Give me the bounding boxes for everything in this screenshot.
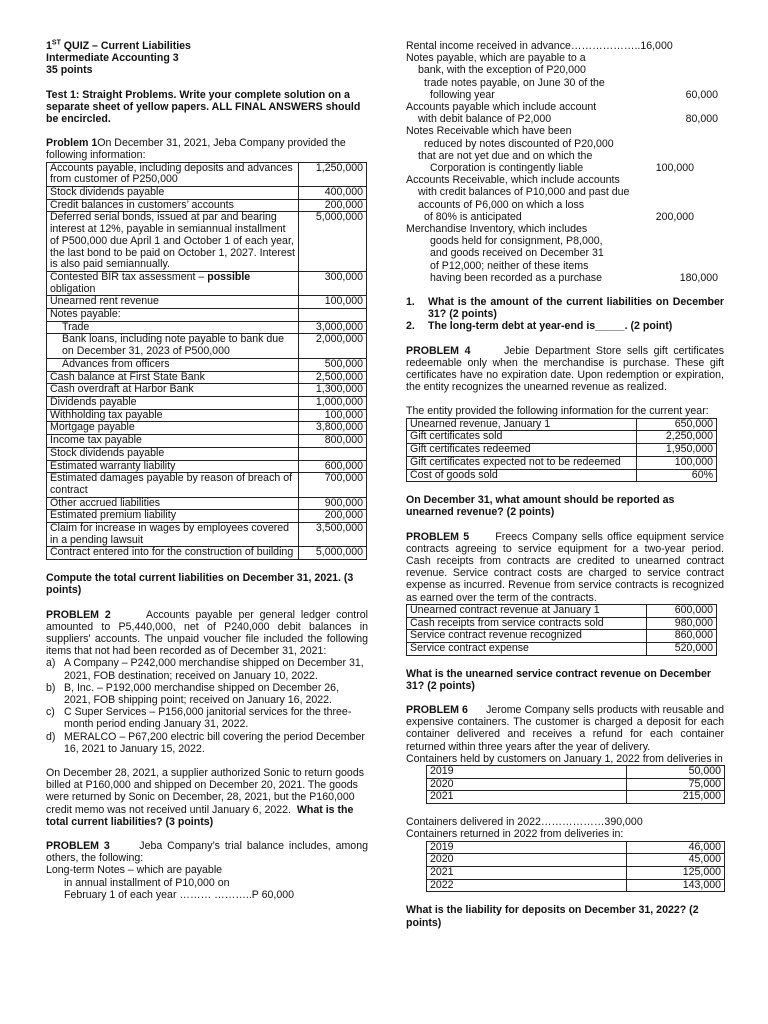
problem3-questions <box>406 296 724 333</box>
cell-item: Contract entered into for the construction of building <box>47 547 299 560</box>
problem2-intro: PROBLEM 2 Accounts payable per general ledger control amounted to P5,440,000, net of P240,000 debit balances in suppliers’ accounts. The unpaid voucher file included the following items that not had been recorded as of December 31, 2021: <box>46 608 368 658</box>
ar-line-3: accounts of P6,000 on which a loss <box>418 198 585 211</box>
rental-income-line: Rental income received in advance………………..16,000 <box>406 40 673 52</box>
problem4-question: On December 31, what amount should be reported as unearned revenue? (2 points) <box>406 494 675 519</box>
problem5-question: What is the unearned service contract revenue on December 31? (2 points) <box>406 667 711 692</box>
table-row <box>47 271 367 295</box>
containers-returned-table <box>426 841 725 893</box>
course-title: Intermediate Accounting 3 <box>46 52 179 65</box>
np-line-3: trade notes payable, on June 30 of the <box>424 76 605 89</box>
cell-amount: 1,300,000 <box>299 384 367 397</box>
cell-amount: 400,000 <box>299 187 367 200</box>
nr-line-3: that are not yet due and on which the <box>418 149 593 162</box>
cell-amount: 60% <box>637 469 717 482</box>
table-row <box>47 396 367 409</box>
list-item: c) C Super Services – P156,000 janitorial services for the three-month period ending January 31, 2022. <box>46 706 352 731</box>
ap-amount: 80,000 <box>685 113 718 126</box>
table-row <box>47 497 367 510</box>
cell-item: Advances from officers <box>47 358 299 371</box>
cell-item: Estimated warranty liability <box>47 460 299 473</box>
table-row <box>407 456 717 469</box>
cell-amount: 3,800,000 <box>299 422 367 435</box>
cell-amount: 125,000 <box>627 866 725 879</box>
mi-line-1: Merchandise Inventory, which includes <box>406 223 588 236</box>
problem6-intro: PROBLEM 6 Jerome Company sells products with reusable and expensive containers. The customer is charged a deposit for each container delivered and receives a refund for each container returned within three years after the year of delivery. <box>406 704 724 753</box>
containers-delivered: Containers delivered in 2022………………390,000 <box>406 816 643 829</box>
ap-line-2: with debit balance of P2,000 80,000 <box>406 113 724 125</box>
cell-item: 2020 <box>427 778 627 791</box>
ltn-line-3: February 1 of each year ……… ………..P 60,000 <box>64 888 295 901</box>
table-row <box>47 384 367 397</box>
problem4-intro: PROBLEM 4 Jebie Department Store sells gift certificates redeemable only when the merchandise is purchase. These gift certificates have no expiration date. Upon redemption or expiration, the entity recognizes the unearned revenue as realized. <box>406 344 724 394</box>
cell-amount: 600,000 <box>647 604 717 617</box>
table-row <box>427 791 725 804</box>
cell-item: Gift certificates sold <box>407 431 637 444</box>
problem4-table <box>406 418 717 483</box>
table-row <box>407 642 717 655</box>
table-row <box>407 418 717 431</box>
cell-item: Estimated premium liability <box>47 510 299 523</box>
cell-item: 2020 <box>427 854 627 867</box>
cell-amount: 1,250,000 <box>299 162 367 186</box>
quiz-title: 1ST QUIZ – Current Liabilities <box>46 39 191 52</box>
cell-item: Unearned contract revenue at January 1 <box>407 604 647 617</box>
table-row <box>47 447 367 460</box>
total-points: 35 points <box>46 64 93 77</box>
mi-line-3: and goods received on December 31 <box>430 247 604 260</box>
cell-amount: 2,000,000 <box>299 334 367 358</box>
table-row <box>407 617 717 630</box>
cell-item: Stock dividends payable <box>47 447 299 460</box>
problem3-label: PROBLEM 3 <box>46 839 110 852</box>
cell-amount: 600,000 <box>299 460 367 473</box>
cell-item: Trade <box>47 321 299 334</box>
cell-amount: 700,000 <box>299 473 367 497</box>
problem5-label: PROBLEM 5 <box>406 530 470 543</box>
table-row <box>47 473 367 497</box>
cell-item: Estimated damages payable by reason of breach of contract <box>47 473 299 497</box>
problem3-intro: PROBLEM 3 Jeba Company’s trial balance includes, among others, the following: <box>46 839 368 865</box>
table-row <box>407 444 717 457</box>
table-row <box>427 766 725 779</box>
cell-amount: 900,000 <box>299 497 367 510</box>
problem4-label: PROBLEM 4 <box>406 344 471 357</box>
containers-held-label: Containers held by customers on January 1, 2022 from deliveries in <box>406 752 723 765</box>
cell-amount: 1,950,000 <box>637 444 717 457</box>
cell-item: 2022 <box>427 879 627 892</box>
left-column <box>46 40 368 901</box>
problem6-label: PROBLEM 6 <box>406 704 468 717</box>
problem4-intro2: The entity provided the following information for the current year: <box>406 405 709 418</box>
question-item: 1. What is the amount of the current liabilities on December 31? (2 points) <box>406 296 724 321</box>
problem6-question: What is the liability for deposits on December 31, 2022? (2 points) <box>406 904 699 929</box>
ltn-line-1: Long-term Notes – which are payable <box>46 864 223 877</box>
cell-amount: 215,000 <box>627 791 725 804</box>
ap-line-1: Accounts payable which include account <box>406 101 597 114</box>
table-row <box>47 187 367 200</box>
nr-line-1: Notes Receivable which have been <box>406 125 572 138</box>
question-item: 2. The long-term debt at year-end is_____. (2 point) <box>406 320 673 333</box>
table-row <box>47 199 367 212</box>
cell-amount: 300,000 <box>299 271 367 295</box>
cell-amount: 520,000 <box>647 642 717 655</box>
nr-line-4: Corporation is contingently liable 100,000 <box>406 162 724 174</box>
cell-item: Service contract expense <box>407 642 647 655</box>
cell-amount <box>299 447 367 460</box>
cell-item: Dividends payable <box>47 396 299 409</box>
problem5-table <box>406 604 717 656</box>
cell-item: Unearned rent revenue <box>47 296 299 309</box>
problem2-question: What is the total current liabilities? (3 points) <box>46 803 354 828</box>
table-row <box>47 321 367 334</box>
table-row <box>47 422 367 435</box>
cell-amount: 980,000 <box>647 617 717 630</box>
cell-item: Credit balances in customers’ accounts <box>47 199 299 212</box>
problem1-table <box>46 162 367 561</box>
ar-line-1: Accounts Receivable, which include accounts <box>406 174 620 187</box>
cell-amount: 100,000 <box>637 456 717 469</box>
list-item: b) B, Inc. – P192,000 merchandise shipped on December 26, 2021, FOB shipping point; received on January 16, 2022. <box>46 681 340 706</box>
cell-amount: 500,000 <box>299 358 367 371</box>
cell-amount: 45,000 <box>627 854 725 867</box>
problem2-label: PROBLEM 2 <box>46 608 111 621</box>
cell-item: Cost of goods sold <box>407 469 637 482</box>
table-row <box>47 296 367 309</box>
nr-line-2: reduced by notes discounted of P20,000 <box>424 137 614 150</box>
ar-amount: 200,000 <box>655 210 694 223</box>
cell-amount: 3,000,000 <box>299 321 367 334</box>
table-row <box>47 162 367 186</box>
cell-item: 2021 <box>427 866 627 879</box>
table-row <box>407 604 717 617</box>
table-row <box>407 469 717 482</box>
cell-item: Cash overdraft at Harbor Bank <box>47 384 299 397</box>
problem2-items <box>46 657 368 755</box>
problem1-intro: Problem 1On December 31, 2021, Jeba Company provided the following information: <box>46 137 346 162</box>
problem2-paragraph: On December 28, 2021, a supplier authorized Sonic to return goods billed at P160,000 and shipped on December 20, 2021. The goods were returned by Sonic on December, 28, 2021, but the P160,000 credit memo was not received until January 6, 2022. What is the total current liabilities? (3 points) <box>46 766 365 828</box>
problem5-intro: PROBLEM 5 Freecs Company sells office equipment service contracts agreeing to service equipment for a two-year period. Cash receipts from contracts are credited to unearned contract revenue. Service contract costs are charged to service contract expense as incurred. Revenue from service contracts is recognized as earned over the term of the contracts. <box>406 530 724 604</box>
table-row <box>427 866 725 879</box>
cell-item: Claim for increase in wages by employees covered in a pending lawsuit <box>47 523 299 547</box>
table-row <box>47 510 367 523</box>
cell-item: Withholding tax payable <box>47 409 299 422</box>
table-row <box>407 431 717 444</box>
list-item: d) MERALCO – P67,200 electric bill covering the period December 16, 2021 to January 15, 2022. <box>46 730 365 755</box>
mi-amount: 180,000 <box>679 271 718 284</box>
cell-amount <box>299 309 367 322</box>
np-line-2: bank, with the exception of P20,000 <box>418 64 586 77</box>
table-row <box>427 879 725 892</box>
table-row <box>47 212 367 272</box>
mi-line-2: goods held for consignment, P8,000, <box>430 235 603 248</box>
cell-item: Unearned revenue, January 1 <box>407 418 637 431</box>
cell-amount: 1,000,000 <box>299 396 367 409</box>
cell-item: 2019 <box>427 766 627 779</box>
cell-item: Mortgage payable <box>47 422 299 435</box>
table-row <box>427 778 725 791</box>
ar-line-2: with credit balances of P10,000 and past due <box>418 186 630 199</box>
table-row <box>427 854 725 867</box>
cell-amount: 860,000 <box>647 630 717 643</box>
cell-item: 2021 <box>427 791 627 804</box>
table-row <box>47 547 367 560</box>
cell-item: Income tax payable <box>47 435 299 448</box>
cell-item: Deferred serial bonds, issued at par and bearing interest at 12%, payable in semiannual installment of P500,000 due April 1 and October 1 of each year, the last bond to be paid on October 1, 2027. Interest is also paid semiannually. <box>47 212 299 272</box>
containers-held-table <box>426 765 725 804</box>
cell-amount: 800,000 <box>299 435 367 448</box>
cell-item: Accounts payable, including deposits and advances from customer of P250,000 <box>47 162 299 186</box>
cell-item: Gift certificates expected not to be redeemed <box>407 456 637 469</box>
cell-amount: 2,500,000 <box>299 371 367 384</box>
cell-item: Cash receipts from service contracts sold <box>407 617 647 630</box>
table-row <box>47 358 367 371</box>
cell-amount: 200,000 <box>299 199 367 212</box>
problem1-question: Compute the total current liabilities on December 31, 2021. (3 points) <box>46 572 354 597</box>
cell-amount: 100,000 <box>299 409 367 422</box>
cell-amount: 3,500,000 <box>299 523 367 547</box>
cell-item: Bank loans, including note payable to bank due on December 31, 2023 of P500,000 <box>47 334 299 358</box>
mi-line-5: having been recorded as a purchase 180,000 <box>406 272 724 284</box>
cell-item: Service contract revenue recognized <box>407 630 647 643</box>
table-row <box>47 371 367 384</box>
cell-item: Cash balance at First State Bank <box>47 371 299 384</box>
cell-item: Notes payable: <box>47 309 299 322</box>
cell-amount: 143,000 <box>627 879 725 892</box>
table-row <box>47 309 367 322</box>
cell-amount: 50,000 <box>627 766 725 779</box>
cell-item: Other accrued liabilities <box>47 497 299 510</box>
list-item: a) A Company – P242,000 merchandise shipped on December 31, 2021, FOB destination; received on January 10, 2022. <box>46 657 364 682</box>
mi-line-4: of P12,000; neither of these items <box>430 259 589 272</box>
cell-amount: 650,000 <box>637 418 717 431</box>
cell-item: 2019 <box>427 841 627 854</box>
table-row <box>47 460 367 473</box>
table-row <box>47 409 367 422</box>
ltn-line-2: in annual installment of P10,000 on <box>64 876 230 889</box>
problem1-label: Problem 1 <box>46 137 98 150</box>
cell-item: Gift certificates redeemed <box>407 444 637 457</box>
cell-item: Stock dividends payable <box>47 187 299 200</box>
table-row <box>47 435 367 448</box>
cell-amount: 200,000 <box>299 510 367 523</box>
cell-amount: 2,250,000 <box>637 431 717 444</box>
containers-returned-label: Containers returned in 2022 from deliveries in: <box>406 828 624 841</box>
table-row <box>427 841 725 854</box>
cell-amount: 75,000 <box>627 778 725 791</box>
table-row <box>47 523 367 547</box>
cell-amount: 5,000,000 <box>299 212 367 272</box>
np-line-4: following year 60,000 <box>406 89 724 101</box>
cell-amount: 100,000 <box>299 296 367 309</box>
np-line-1: Notes payable, which are payable to a <box>406 52 586 65</box>
table-row <box>407 630 717 643</box>
table-row <box>47 334 367 358</box>
cell-item: Contested BIR tax assessment – possible obligation <box>47 271 299 295</box>
nr-amount: 100,000 <box>655 162 694 175</box>
right-column <box>406 40 724 929</box>
cell-amount: 46,000 <box>627 841 725 854</box>
ar-line-4: of 80% is anticipated 200,000 <box>406 211 724 223</box>
np-amount: 60,000 <box>685 88 718 101</box>
cell-amount: 5,000,000 <box>299 547 367 560</box>
test1-instructions: Test 1: Straight Problems. Write your complete solution on a separate sheet of yellow papers. ALL FINAL ANSWERS should be encircled. <box>46 88 361 126</box>
